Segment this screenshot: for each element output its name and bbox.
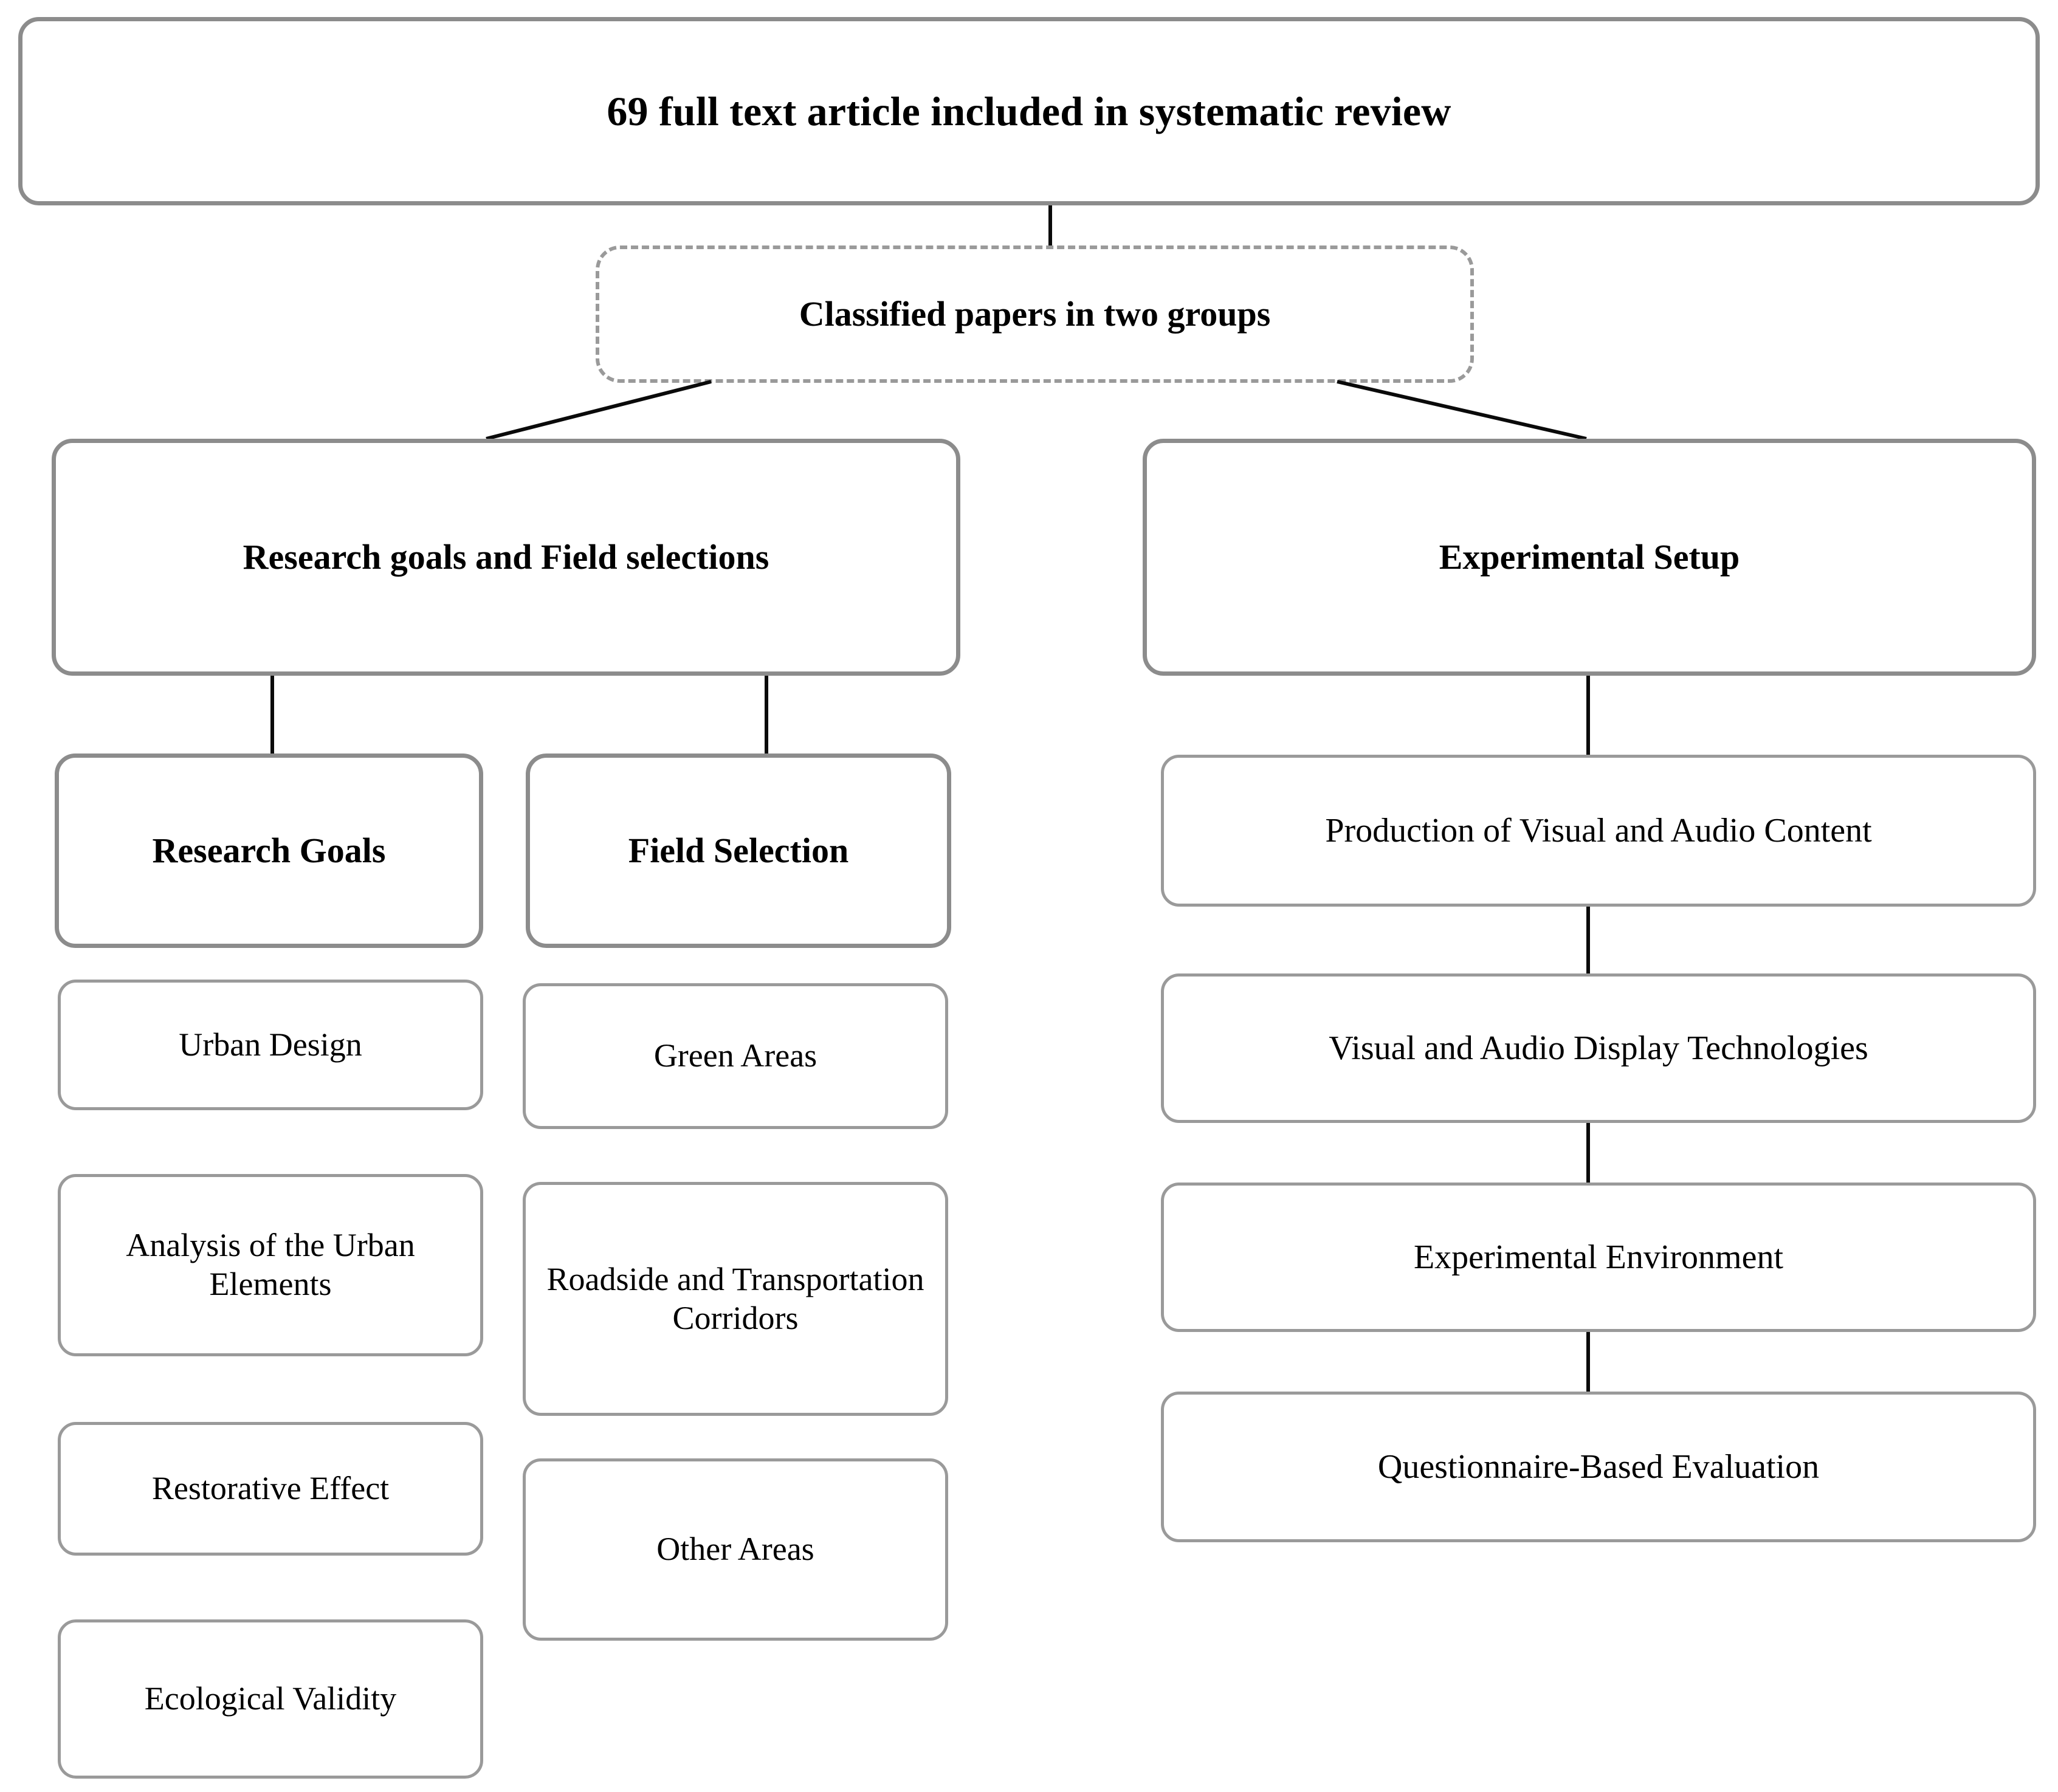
connector-experimental-item-3-to-4 bbox=[1586, 1332, 1590, 1392]
node-experimental-setup-item-1-label: Production of Visual and Audio Content bbox=[1325, 811, 1872, 850]
node-research-goals-item-3 bbox=[58, 1422, 483, 1556]
node-experimental-setup-label: Experimental Setup bbox=[1439, 537, 1740, 577]
node-research-goals-item-2-label: Analysis of the Urban Elements bbox=[126, 1227, 415, 1302]
node-experimental-setup-item-1 bbox=[1161, 755, 2036, 907]
node-field-selection-item-1-label: Green Areas bbox=[653, 1037, 817, 1074]
node-field-selection-item-2-label: Roadside and Transportation Corridors bbox=[546, 1260, 924, 1336]
node-experimental-setup-item-2-label: Visual and Audio Display Technologies bbox=[1329, 1029, 1868, 1067]
node-research-goals-header bbox=[55, 754, 483, 948]
node-research-goals-item-2 bbox=[58, 1174, 483, 1356]
node-research-goals-and-field-selections-label: Research goals and Field selections bbox=[243, 537, 769, 577]
node-research-goals-item-1 bbox=[58, 980, 483, 1110]
node-experimental-setup-item-4 bbox=[1161, 1392, 2036, 1542]
node-research-goals-item-4 bbox=[58, 1619, 483, 1779]
node-field-selection-item-3 bbox=[523, 1458, 948, 1641]
node-field-selection-item-2 bbox=[523, 1182, 948, 1416]
connector-experimental-setup-to-item-1 bbox=[1586, 676, 1590, 755]
node-experimental-setup-item-2 bbox=[1161, 973, 2036, 1123]
connector-experimental-item-1-to-2 bbox=[1586, 907, 1590, 973]
node-classifier-label: Classified papers in two groups bbox=[799, 294, 1271, 334]
node-root-label: 69 full text article included in systematic review bbox=[607, 88, 1451, 134]
node-research-goals-item-4-label: Ecological Validity bbox=[144, 1680, 397, 1717]
connector-branch-to-field-selection bbox=[765, 676, 768, 754]
node-research-goals-and-field-selections bbox=[52, 439, 960, 676]
node-field-selection-header-label: Field Selection bbox=[628, 830, 849, 870]
node-experimental-setup-item-3 bbox=[1161, 1183, 2036, 1332]
node-research-goals-header-label: Research Goals bbox=[152, 830, 386, 870]
node-experimental-setup-item-3-label: Experimental Environment bbox=[1413, 1238, 1784, 1276]
node-field-selection-item-1 bbox=[523, 983, 948, 1129]
node-field-selection-header bbox=[526, 754, 951, 948]
connector-branch-to-research-goals bbox=[270, 676, 274, 754]
node-research-goals-item-1-label: Urban Design bbox=[179, 1026, 362, 1063]
node-experimental-setup-item-4-label: Questionnaire-Based Evaluation bbox=[1377, 1447, 1820, 1486]
node-research-goals-item-3-label: Restorative Effect bbox=[151, 1470, 390, 1507]
connector-experimental-item-2-to-3 bbox=[1586, 1123, 1590, 1183]
node-experimental-setup bbox=[1143, 439, 2036, 676]
node-field-selection-item-3-label: Other Areas bbox=[656, 1531, 814, 1568]
